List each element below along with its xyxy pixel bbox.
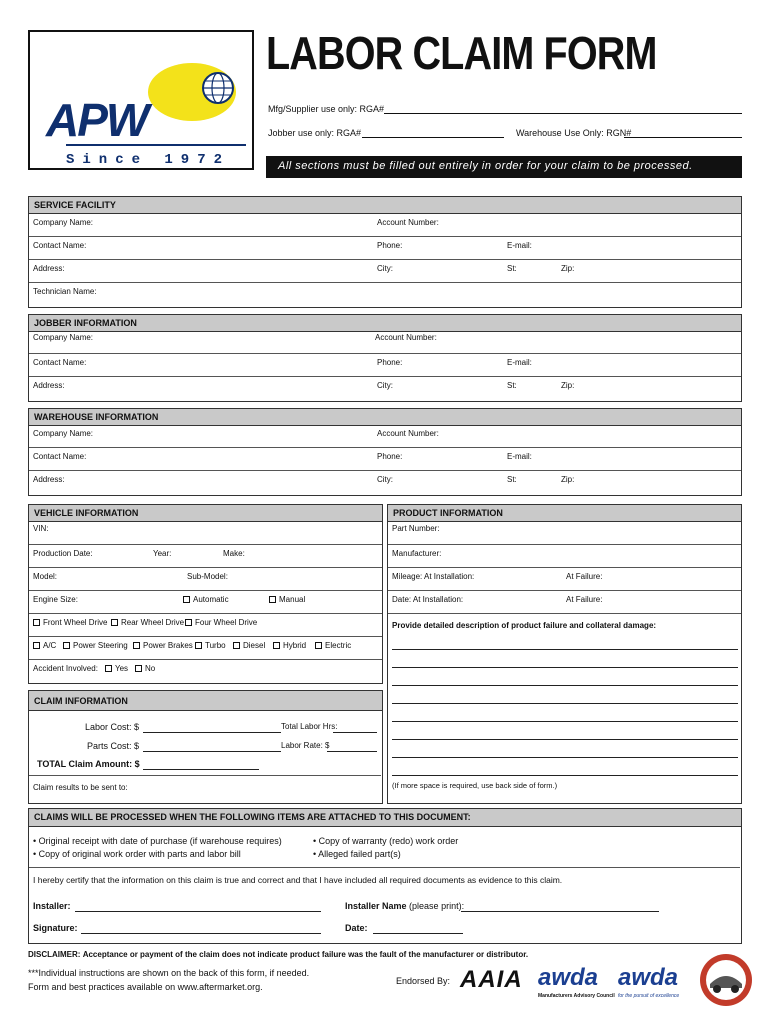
phone-label: Phone: xyxy=(377,358,403,367)
accident-row[interactable] xyxy=(29,660,382,683)
section-title: VEHICLE INFORMATION xyxy=(29,505,382,522)
labor-rate-label: Labor Rate: $ xyxy=(281,741,330,750)
attachment-list-left xyxy=(33,835,282,861)
checkbox[interactable] xyxy=(233,642,240,649)
vin-label: VIN: xyxy=(33,524,49,533)
power-brakes-option[interactable] xyxy=(133,641,193,650)
accident-no-option[interactable] xyxy=(135,664,155,673)
turbo-option[interactable] xyxy=(195,641,226,650)
checkbox[interactable] xyxy=(33,642,40,649)
description-label: Provide detailed description of product failure and collateral damage: xyxy=(392,621,657,630)
options-row[interactable] xyxy=(29,637,382,660)
electric-option[interactable] xyxy=(315,641,351,650)
hybrid-label: Hybrid xyxy=(283,641,307,650)
claim-section xyxy=(28,690,383,804)
manual-label: Manual xyxy=(279,595,306,604)
description-line[interactable] xyxy=(392,721,738,722)
warehouse-rgn-label: Warehouse Use Only: RGN# xyxy=(516,128,632,138)
section-title: CLAIMS WILL BE PROCESSED WHEN THE FOLLOWING ITEMS ARE ATTACHED TO THIS DOCUMENT: xyxy=(29,809,741,827)
section-title: CLAIM INFORMATION xyxy=(29,691,382,711)
model-label: Model: xyxy=(33,572,58,581)
rwd-option[interactable] xyxy=(111,618,184,627)
date-row[interactable] xyxy=(388,591,741,614)
account-label: Account Number: xyxy=(377,218,439,227)
accident-label: Accident Involved: xyxy=(33,664,98,673)
checkbox[interactable] xyxy=(63,642,70,649)
model-row[interactable] xyxy=(29,568,382,591)
badge-seal-icon xyxy=(698,950,754,1014)
rwd-label: Rear Wheel Drive xyxy=(121,618,185,627)
automatic-label: Automatic xyxy=(193,595,229,604)
description-line[interactable] xyxy=(392,685,738,686)
part-number-row[interactable] xyxy=(388,522,741,545)
apw-logo-graphic xyxy=(42,62,247,142)
address-label: Address: xyxy=(33,475,65,484)
checkbox[interactable] xyxy=(315,642,322,649)
disclaimer-label: DISCLAIMER: xyxy=(28,950,81,959)
date-field[interactable] xyxy=(373,933,463,934)
section-title: SERVICE FACILITY xyxy=(29,197,741,214)
mileage-failure-label: At Failure: xyxy=(566,572,603,581)
contact-label: Contact Name: xyxy=(33,452,87,461)
installer-name-label xyxy=(345,901,464,911)
jobber-rga-label: Jobber use only: RGA# xyxy=(268,128,362,138)
mfg-rga-label: Mfg/Supplier use only: RGA# xyxy=(268,104,385,114)
year-label: Year: xyxy=(153,549,172,558)
installer-label: Installer: xyxy=(33,901,71,911)
zip-label: Zip: xyxy=(561,475,575,484)
4wd-label: Four Wheel Drive xyxy=(195,618,258,627)
yes-label: Yes xyxy=(115,664,129,673)
divider xyxy=(29,775,381,776)
mileage-row[interactable] xyxy=(388,568,741,591)
endorsed-by-label: Endorsed By: xyxy=(396,976,451,986)
checkbox[interactable] xyxy=(273,642,280,649)
engine-label: Engine Size: xyxy=(33,595,78,604)
automatic-option[interactable] xyxy=(183,595,229,604)
installer-field[interactable] xyxy=(75,911,321,912)
power-steering-option[interactable] xyxy=(63,641,128,650)
contact-label: Contact Name: xyxy=(33,241,87,250)
checkbox[interactable] xyxy=(183,596,190,603)
company-label: Company Name: xyxy=(33,429,94,438)
attachment-list-right xyxy=(313,835,458,861)
total-labor-hrs-label: Total Labor Hrs: xyxy=(281,722,338,731)
zip-label: Zip: xyxy=(561,381,575,390)
state-label: St: xyxy=(507,264,517,273)
section-title: WAREHOUSE INFORMATION xyxy=(29,409,741,426)
attachments-section xyxy=(28,808,742,944)
product-section xyxy=(387,504,742,804)
aaia-logo: AAIA xyxy=(460,966,523,993)
installer-name-field[interactable] xyxy=(461,911,659,912)
company-logo xyxy=(28,30,254,170)
labor-rate-field[interactable] xyxy=(327,751,377,752)
installer-name-strong: Installer Name xyxy=(345,901,407,911)
vin-row[interactable] xyxy=(29,522,382,545)
footer-note-1: ***Individual instructions are shown on the back of this form, if needed. xyxy=(28,968,310,978)
signature-field[interactable] xyxy=(81,933,321,934)
description-line[interactable] xyxy=(392,649,738,650)
description-line[interactable] xyxy=(392,667,738,668)
vehicle-section xyxy=(28,504,383,684)
warehouse-section xyxy=(28,408,742,496)
city-label: City: xyxy=(377,264,393,273)
address-label: Address: xyxy=(33,264,65,273)
sf-contact-row[interactable] xyxy=(29,237,741,260)
jb-contact-row[interactable] xyxy=(29,354,741,377)
service-facility-section xyxy=(28,196,742,308)
email-label: E-mail: xyxy=(507,358,532,367)
electric-label: Electric xyxy=(325,641,352,650)
awda-mac-logo: awda xyxy=(538,964,599,991)
mfg-rga-field[interactable] xyxy=(384,104,742,114)
account-label: Account Number: xyxy=(377,429,439,438)
jobber-rga-field[interactable] xyxy=(362,128,504,138)
ac-label: A/C xyxy=(43,641,57,650)
parts-cost-field[interactable] xyxy=(143,751,281,752)
manufacturer-label: Manufacturer: xyxy=(392,549,442,558)
disclaimer xyxy=(28,950,528,959)
fwd-label: Front Wheel Drive xyxy=(43,618,108,627)
part-number-label: Part Number: xyxy=(392,524,440,533)
drive-row[interactable] xyxy=(29,614,382,637)
checkbox[interactable] xyxy=(33,619,40,626)
city-label: City: xyxy=(377,381,393,390)
footer-note-2: Form and best practices available on www.aftermarket.org. xyxy=(28,982,263,992)
production-date-label: Production Date: xyxy=(33,549,93,558)
mileage-install-label: Mileage: At Installation: xyxy=(392,572,475,581)
sf-technician-row[interactable] xyxy=(29,283,741,306)
submodel-label: Sub-Model: xyxy=(187,572,228,581)
logo-underline xyxy=(66,144,246,146)
power-brakes-label: Power Brakes xyxy=(143,641,193,650)
attachment-item: • Original receipt with date of purchase (if warehouse requires) xyxy=(33,836,282,846)
address-label: Address: xyxy=(33,381,65,390)
total-claim-field[interactable] xyxy=(143,769,259,770)
labor-cost-label: Labor Cost: $ xyxy=(85,722,140,732)
production-row[interactable] xyxy=(29,545,382,568)
zip-label: Zip: xyxy=(561,264,575,273)
technician-label: Technician Name: xyxy=(33,287,97,296)
engine-row[interactable] xyxy=(29,591,382,614)
disclaimer-text: Acceptance or payment of the claim does not indicate product failure was the fault of the manufacturer or distributor. xyxy=(82,950,529,959)
diesel-option[interactable] xyxy=(233,641,265,650)
accident-yes-option[interactable] xyxy=(105,664,128,673)
date-install-label: Date: At Installation: xyxy=(392,595,464,604)
manual-option[interactable] xyxy=(269,595,305,604)
diesel-label: Diesel xyxy=(243,641,266,650)
certify-statement: I hereby certify that the information on this claim is true and correct and that I have included all required documents as evidence to this claim. xyxy=(33,875,563,885)
description-line[interactable] xyxy=(392,739,738,740)
checkbox[interactable] xyxy=(133,642,140,649)
jb-company-row[interactable] xyxy=(29,332,741,354)
email-label: E-mail: xyxy=(507,241,532,250)
instruction-banner: All sections must be filled out entirely in order for your claim to be processed. xyxy=(266,156,742,178)
jb-address-row[interactable] xyxy=(29,377,741,400)
description-line[interactable] xyxy=(392,703,738,704)
fwd-option[interactable] xyxy=(33,618,107,627)
ac-option[interactable] xyxy=(33,641,56,650)
phone-label: Phone: xyxy=(377,452,403,461)
section-title: JOBBER INFORMATION xyxy=(29,315,741,332)
description-line[interactable] xyxy=(392,775,738,776)
account-label: Account Number: xyxy=(375,333,437,342)
email-label: E-mail: xyxy=(507,452,532,461)
svg-text:APW: APW xyxy=(46,94,148,142)
total-claim-label: TOTAL Claim Amount: $ xyxy=(37,759,140,769)
checkbox[interactable] xyxy=(185,619,192,626)
logo-since: Since 1972 xyxy=(66,152,231,168)
results-to-label: Claim results to be sent to: xyxy=(33,783,128,792)
wh-contact-row[interactable] xyxy=(29,448,741,471)
company-label: Company Name: xyxy=(33,333,94,342)
labor-cost-field[interactable] xyxy=(143,732,281,733)
awda-subtitle: for the pursuit of excellence xyxy=(618,993,680,999)
jobber-section xyxy=(28,314,742,402)
no-label: No xyxy=(145,664,156,673)
warehouse-rgn-field[interactable] xyxy=(624,128,742,138)
description-line[interactable] xyxy=(392,757,738,758)
company-label: Company Name: xyxy=(33,218,94,227)
parts-cost-label: Parts Cost: $ xyxy=(87,741,140,751)
section-title: PRODUCT INFORMATION xyxy=(388,505,741,522)
contact-label: Contact Name: xyxy=(33,358,87,367)
manufacturer-row[interactable] xyxy=(388,545,741,568)
checkbox[interactable] xyxy=(195,642,202,649)
divider xyxy=(29,867,740,868)
awda-logo: awda xyxy=(618,964,679,991)
make-label: Make: xyxy=(223,549,245,558)
phone-label: Phone: xyxy=(377,241,403,250)
wh-address-row[interactable] xyxy=(29,471,741,494)
turbo-label: Turbo xyxy=(205,641,226,650)
attachment-item: • Copy of warranty (redo) work order xyxy=(313,836,459,846)
signature-label: Signature: xyxy=(33,923,78,933)
date-label: Date: xyxy=(345,923,368,933)
more-space-note: (If more space is required, use back side of form.) xyxy=(392,781,558,790)
checkbox[interactable] xyxy=(105,665,112,672)
wh-company-row[interactable] xyxy=(29,426,741,448)
installer-name-note: (please print): xyxy=(409,901,465,911)
checkbox[interactable] xyxy=(111,619,118,626)
date-failure-label: At Failure: xyxy=(566,595,603,604)
state-label: St: xyxy=(507,381,517,390)
attachment-item: • Alleged failed part(s) xyxy=(313,849,401,859)
hybrid-option[interactable] xyxy=(273,641,306,650)
power-steering-label: Power Steering xyxy=(73,641,128,650)
sf-company-row[interactable] xyxy=(29,214,741,237)
form-title: LABOR CLAIM FORM xyxy=(266,27,657,79)
checkbox[interactable] xyxy=(269,596,276,603)
awda-mac-subtitle: Manufacturers Advisory Council xyxy=(538,993,615,999)
state-label: St: xyxy=(507,475,517,484)
checkbox[interactable] xyxy=(135,665,142,672)
attachment-item: • Copy of original work order with parts and labor bill xyxy=(33,849,241,859)
total-labor-hrs-field[interactable] xyxy=(333,732,377,733)
4wd-option[interactable] xyxy=(185,618,257,627)
sf-address-row[interactable] xyxy=(29,260,741,283)
city-label: City: xyxy=(377,475,393,484)
